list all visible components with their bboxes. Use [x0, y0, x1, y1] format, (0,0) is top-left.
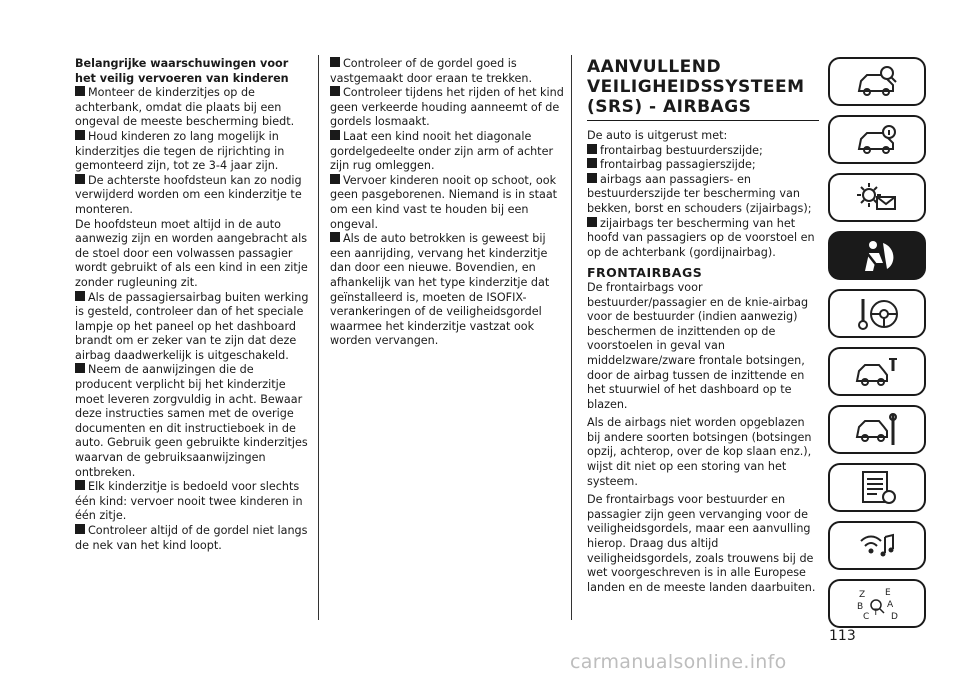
bullet-item: frontairbag passagierszijde; — [587, 158, 819, 173]
index-icon — [853, 585, 901, 623]
bullet-item: Als de passagiersairbag buiten werking is gesteld, controleer dan of het speciale lampje op het paneel op het dashboard brandt om er zeker van te zijn dat deze airbag daadwerkelijk is uitgeschakeld. — [75, 290, 309, 362]
bullet-item: Houd kinderen zo lang mogelijk in kinderzitjes die tegen de rijrichting in gemonteerd zijn, tot ze 3-4 jaar zijn. — [75, 130, 310, 174]
tab-multimedia[interactable] — [828, 521, 926, 570]
tab-index[interactable] — [828, 579, 926, 628]
section-heading: Belangrijke waarschuwingen voor het veilig vervoeren van kinderen — [75, 57, 289, 85]
bullet-item: Neem de aanwijzingen die de producent verplicht bij het kinderzitje moet leveren zorgvuldig in acht. Bewaar deze instructies samen met de overige documenten en dit instructieboek in de auto. Gebruik geen gebruikte kinderzitjes waarvan de gebruiksaanwijzingen ontbreken. — [75, 363, 310, 480]
paragraphs — [587, 281, 819, 595]
technical-data-icon — [853, 469, 901, 507]
bullet-item: Vervoer kinderen nooit op schoot, ook geen pasgeborenen. Niemand is in staat om een kind vast te houden bij een ongeval. — [330, 174, 565, 232]
tab-steering[interactable] — [828, 289, 926, 338]
page-number: 113 — [829, 628, 856, 644]
bullet-item: De achterste hoofdsteun kan zo nodig verwijderd worden om een kinderzitje te monteren. — [75, 174, 310, 218]
svg-text:C: C — [863, 611, 870, 622]
watermark: carmanualsonline.info — [570, 651, 787, 673]
car-maintenance-icon — [853, 411, 901, 449]
tab-breakdown[interactable] — [828, 347, 926, 396]
tab-technical-data[interactable] — [828, 463, 926, 512]
svg-text:D: D — [891, 611, 898, 622]
car-breakdown-icon — [853, 353, 901, 391]
bullet-item: Controleer of de gordel goed is vastgemaakt door eraan te trekken. — [330, 57, 565, 86]
equipment-list — [587, 144, 819, 261]
bullet-item: Elk kinderzitje is bedoeld voor slechts één kind: vervoer nooit twee kinderen in één zitje. — [75, 480, 310, 524]
column-divider — [318, 55, 319, 620]
bullet-item: Laat een kind nooit het diagonale gordelgedeelte onder zijn arm of achter zijn rug omleggen. — [330, 130, 565, 174]
bullet-item: Controleer altijd of de gordel niet langs de nek van het kind loopt. — [75, 524, 310, 553]
title-rule — [587, 120, 819, 121]
subsection-title: FRONTAIRBAGS — [587, 265, 703, 281]
page-title: AANVULLEND VEILIGHEIDSSYSTEEM (SRS) - AIRBAGS — [587, 57, 805, 117]
bullet-item: frontairbag bestuurderszijde; — [587, 144, 819, 159]
paragraph: De frontairbags voor bestuurder/passagier en de knie-airbag voor de bestuurder (indien aanwezig) beschermen de inzittenden op de voorstoelen in geval van middelzware/zware frontale botsingen, door de airbag tussen de inzittende en het stuurwiel of het dashboard op te blazen. — [587, 280, 809, 411]
airbag-seatbelt-icon — [853, 237, 901, 275]
chapter-sidebar — [828, 57, 928, 637]
tab-warning-lights[interactable] — [828, 173, 926, 222]
tab-safety[interactable] — [828, 231, 926, 280]
svg-text:A: A — [887, 599, 894, 610]
multimedia-icon — [853, 527, 901, 565]
car-search-icon — [853, 63, 901, 101]
bullet-item: airbags aan passagiers- en bestuurderszijde ter bescherming van bekken, borst en schouders (zijairbags); — [587, 173, 819, 217]
svg-text:Z: Z — [859, 589, 866, 600]
paragraph: De frontairbags voor bestuurder en passagier zijn geen vervanging voor de veiligheidsgordels, maar een aanvulling hierop. Draag dus altijd veiligheidsgordels, zoals trouwens bij de wet voorgeschreven is in alle Europese landen en de meeste landen daarbuiten. — [587, 493, 816, 594]
steering-wheel-icon — [853, 295, 901, 333]
tab-maintenance[interactable] — [828, 405, 926, 454]
column-2-items — [330, 57, 565, 349]
column-2 — [330, 57, 565, 349]
paragraph: De hoofdsteun moet altijd in de auto aanwezig zijn en worden aangebracht als de stoel door een volwassen passagier wordt gebruikt of als een kind in een zitje zonder rugleuning zit. — [75, 217, 308, 289]
paragraph: Als de airbags niet worden opgeblazen bij andere soorten botsingen (botsingen opzij, achterop, over de kop slaan enz.), wijst dit niet op een storing van het systeem. — [587, 416, 812, 488]
column-3 — [587, 57, 819, 599]
warning-lights-icon — [853, 179, 901, 217]
svg-text:T: T — [873, 607, 879, 618]
bullet-item: Als de auto betrokken is geweest bij een aanrijding, vervang het kinderzitje dan door een nieuwe. Bovendien, en afhankelijk van het type kinderzitje dat geïnstalleerd is, moeten de ISOFIX-verankeringen of de veiligheidsgordel waarmee het kinderzitje vastzat ook worden vervangen. — [330, 232, 565, 349]
tab-car-info[interactable] — [828, 115, 926, 164]
bullet-item: Controleer tijdens het rijden of het kind geen verkeerde houding aanneemt of de gordels losmaakt. — [330, 86, 564, 129]
svg-text:E: E — [885, 587, 891, 598]
car-info-icon — [853, 121, 901, 159]
tab-car-search[interactable] — [828, 57, 926, 106]
column-1-items — [75, 86, 310, 553]
column-divider — [571, 55, 572, 620]
bullet-item: zijairbags ter bescherming van het hoofd van passagiers op de voorstoel en op de achterbank (gordijnairbag). — [587, 217, 819, 261]
intro-text: De auto is uitgerust met: — [587, 129, 728, 142]
column-1 — [75, 57, 310, 553]
bullet-item: Monteer de kinderzitjes op de achterbank, omdat die plaats bij een ongeval de meeste bescherming biedt. — [75, 86, 310, 130]
svg-text:B: B — [857, 601, 864, 612]
